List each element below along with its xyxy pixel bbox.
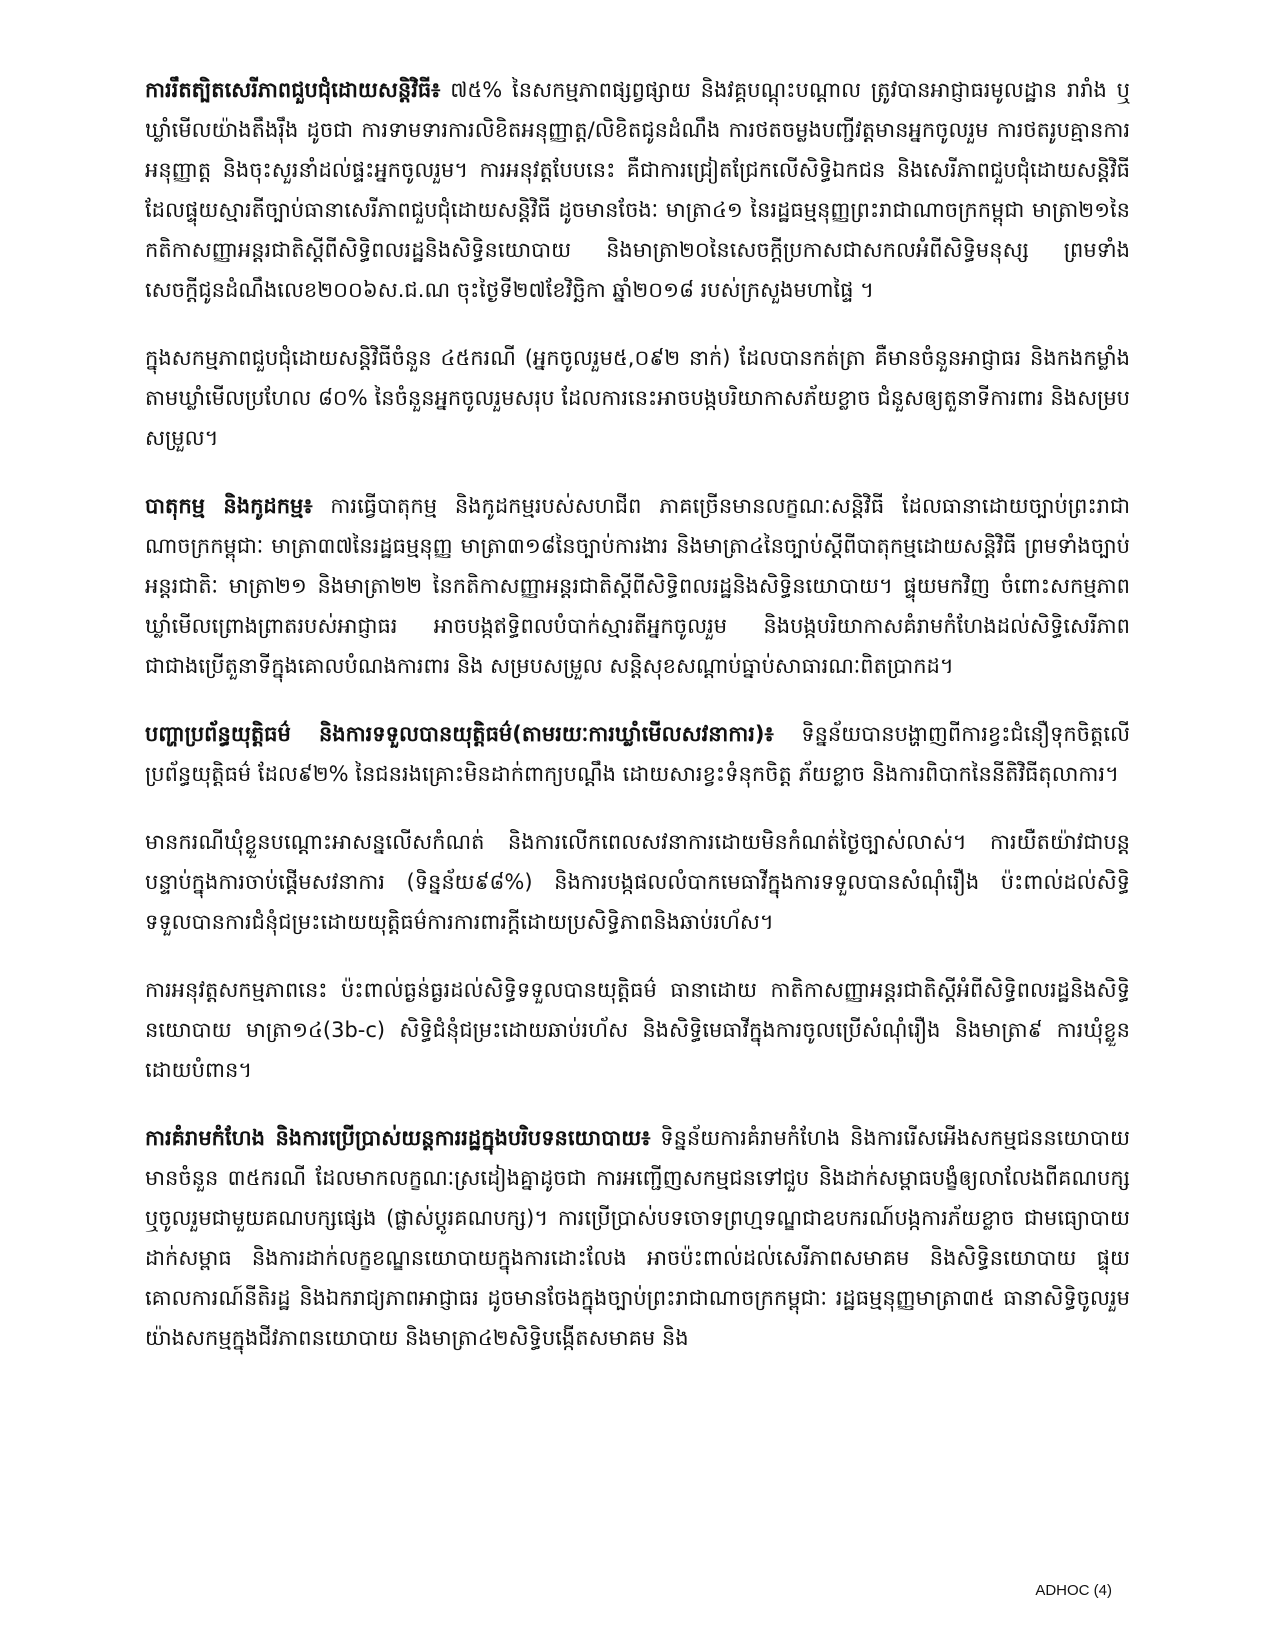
paragraph-text: ការអនុវត្តសកម្មភាពនេះ ប៉ះពាល់ធ្ងន់ធ្ងរដល់សិទ្ធិទទួលបានយុត្តិធម៌ ធានាដោយ កាតិកាសញ្ញាអន្តរជាតិស្តីអំពីសិទ្ធិពលរដ្ឋនិងសិទ្ធិនយោបាយ មាត្រា១៤(3b-c) សិទ្ធិជំនុំជម្រះដោយឆាប់រហ័ស និងសិទ្ធិមេធាវីក្នុងការចូលប្រើសំណុំរឿង និងមាត្រា៩ ការឃុំខ្លួនដោយបំពាន។ bbox=[145, 978, 1130, 1082]
heading-political-threats: ការគំរាមកំហែង និងការប្រើប្រាស់យន្តការរដ្ឋក្នុងបរិបទនយោបាយ៖ bbox=[145, 1126, 651, 1150]
document-body bbox=[145, 70, 1130, 1386]
paragraph-assembly-monitoring bbox=[145, 338, 1130, 458]
paragraph-text: មានករណីឃុំខ្លួនបណ្ដោះអាសន្នលើសកំណត់ និងការលើកពេលសវនាការដោយមិនកំណត់ថ្ងៃច្បាស់លាស់។ ការយឺតយ៉ាវជាបន្តបន្ទាប់ក្នុងការចាប់ផ្តើមសវនាការ (ទិន្នន័យ៩៨%) និងការបង្កផលលំបាកមេធាវីក្នុងការទទួលបានសំណុំរឿង ប៉ះពាល់ដល់សិទ្ធិទទួលបានការជំនុំជម្រះដោយយុត្តិធម៌ការការពារក្តីដោយប្រសិទ្ធិភាពនិងឆាប់រហ័ស។ bbox=[145, 830, 1130, 934]
paragraph-text: ទិន្នន័យបានបង្ហាញពីការខ្វះជំនឿទុកចិត្តលើប្រព័ន្ធយុត្តិធម៌ ដែល៩២% នៃជនរងគ្រោះមិនដាក់ពាក្យបណ្តឹង ដោយសារខ្វះទំនុកចិត្ត ភ័យខ្លាច និងការពិបាកនៃនីតិវិធីតុលាការ។ bbox=[145, 722, 1130, 786]
paragraph-pretrial-detention bbox=[145, 822, 1130, 942]
paragraph-text: ការធ្វើបាតុកម្ម និងកូដកម្មរបស់សហជីព ភាគច្រើនមានលក្ខណៈសន្តិវិធី ដែលធានាដោយច្បាប់ព្រះរាជាណាចក្រកម្ពុជាៈ មាត្រា៣៧នៃរដ្ឋធម្មនុញ្ញ មាត្រា៣១៨នៃច្បាប់ការងារ និងមាត្រា៤នៃច្បាប់ស្តីពីបាតុកម្មដោយសន្តិវិធី ព្រមទាំងច្បាប់អន្តរជាតិៈ មាត្រា២១ និងមាត្រា២២ នៃកតិកាសញ្ញាអន្តរជាតិស្តីពីសិទ្ធិពលរដ្ឋនិងសិទ្ធិនយោបាយ។ ផ្ទុយមកវិញ ចំពោះសកម្មភាពឃ្លាំមើលព្រោងព្រាតរបស់អាជ្ញាធរ អាចបង្កឥទ្ធិពលបំបាក់ស្មារតីអ្នកចូលរួម និងបង្កបរិយាកាសគំរាមកំហែងដល់សិទ្ធិសេរីភាព ជាជាងប្រើតួនាទីក្នុងគោលបំណងការពារ និង សម្របសម្រួល សន្តិសុខសណ្ដាប់ធ្នាប់សាធារណៈពិតប្រាកដ។ bbox=[145, 494, 1130, 678]
paragraph-text: ក្នុងសកម្មភាពជួបជុំដោយសន្តិវិធីចំនួន ៤៥ករណី (អ្នកចូលរួម៥,០៩២ នាក់) ដែលបានកត់ត្រា គឺមានចំនួនអាជ្ញាធរ និងកងកម្លាំងតាមឃ្លាំមើលប្រហែល ៨០% នៃចំនួនអ្នកចូលរួមសរុប ដែលការនេះអាចបង្កបរិយាកាសភ័យខ្លាច ជំនួសឲ្យតួនាទីការពារ និងសម្របសម្រួល។ bbox=[145, 346, 1130, 450]
heading-justice-system: បញ្ហាប្រព័ន្ធយុត្តិធម៌ និងការទទួលបានយុត្តិធម៌(តាមរយៈការឃ្លាំមើលសវនាការ)៖ bbox=[145, 722, 774, 746]
paragraph-protests-strikes bbox=[145, 486, 1130, 686]
page-footer: ADHOC (4) bbox=[1035, 1582, 1112, 1599]
paragraph-fair-trial-impact bbox=[145, 970, 1130, 1090]
paragraph-text: ៧៥% នៃសកម្មភាពផ្សព្វផ្សាយ និងវគ្គបណ្ដុះបណ្ដាល ត្រូវបានអាជ្ញាធរមូលដ្ឋាន រារាំង ឬឃ្លាំមើលយ៉ាងតឹងរ៉ឹង ដូចជា ការទាមទារការលិខិតអនុញ្ញាត្ត/លិខិតជូនដំណឹង ការថតចម្លងបញ្ជីវត្តមានអ្នកចូលរួម ការថតរូបគ្មានការអនុញ្ញាត្ត និងចុះសួរនាំដល់ផ្ទះអ្នកចូលរួម។ ការអនុវត្តបែបនេះ គឺជាការជ្រៀតជ្រែកលើសិទ្ធិឯកជន និងសេរីភាពជួបជុំដោយសន្តិវិធី ដែលផ្ទុយស្មារតីច្បាប់ធានាសេរីភាពជួបជុំដោយសន្តិវិធី ដូចមានចែងៈ មាត្រា៤១ នៃរដ្ឋធម្មនុញ្ញព្រះរាជាណាចក្រកម្ពុជា មាត្រា២១នៃកតិកាសញ្ញាអន្តរជាតិស្តីពីសិទ្ធិពលរដ្ឋនិងសិទ្ធិនយោបាយ និងមាត្រា២០នៃសេចក្ដីប្រកាសជាសកលអំពីសិទ្ធិមនុស្ស ព្រមទាំងសេចក្តីជូនដំណឹងលេខ២០០៦ស.ជ.ណ ចុះថ្ងៃទី២៧ខែវិច្ឆិកា ឆ្នាំ២០១៨ របស់ក្រសួងមហាផ្ទៃ ។ bbox=[145, 78, 1130, 302]
heading-protests-strikes: បាតុកម្ម និងកូដកម្ម៖ bbox=[145, 494, 313, 518]
paragraph-political-threats bbox=[145, 1118, 1130, 1358]
paragraph-assembly-restrictions bbox=[145, 70, 1130, 310]
heading-assembly-restrictions: ការរឹតត្បិតសេរីភាពជួបជុំដោយសន្តិវិធី៖ bbox=[145, 78, 441, 102]
paragraph-text: ទិន្នន័យការគំរាមកំហែង និងការរើសអើងសកម្មជននយោបាយ មានចំនួន ៣៥ករណី ដែលមាកលក្ខណៈស្រដៀងគ្នាដូចជា ការអញ្ជើញសកម្មជនទៅជួប និងដាក់សម្ពាធបង្ខំឲ្យលាលែងពីគណបក្ស ឬចូលរួមជាមួយគណបក្សផ្សេង (ផ្លាស់ប្តូរគណបក្ស)។ ការប្រើប្រាស់បទចោទព្រហ្មទណ្ឌជាឧបករណ៍បង្កការភ័យខ្លាច ជាមធ្យោបាយដាក់សម្ពាធ និងការដាក់លក្ខខណ្ឌនយោបាយក្នុងការដោះលែង អាចប៉ះពាល់ដល់សេរីភាពសមាគម និងសិទ្ធិនយោបាយ ផ្ទុយគោលការណ៍នីតិរដ្ឋ និងឯករាជ្យភាពអាជ្ញាធរ ដូចមានចែងក្នុងច្បាប់ព្រះរាជាណាចក្រកម្ពុជាៈ រដ្ឋធម្មនុញ្ញមាត្រា៣៥ ធានាសិទ្ធិចូលរួមយ៉ាងសកម្មក្នុងជីវភាពនយោបាយ និងមាត្រា៤២សិទ្ធិបង្កើតសមាគម និង bbox=[145, 1126, 1130, 1350]
paragraph-justice-system bbox=[145, 714, 1130, 794]
